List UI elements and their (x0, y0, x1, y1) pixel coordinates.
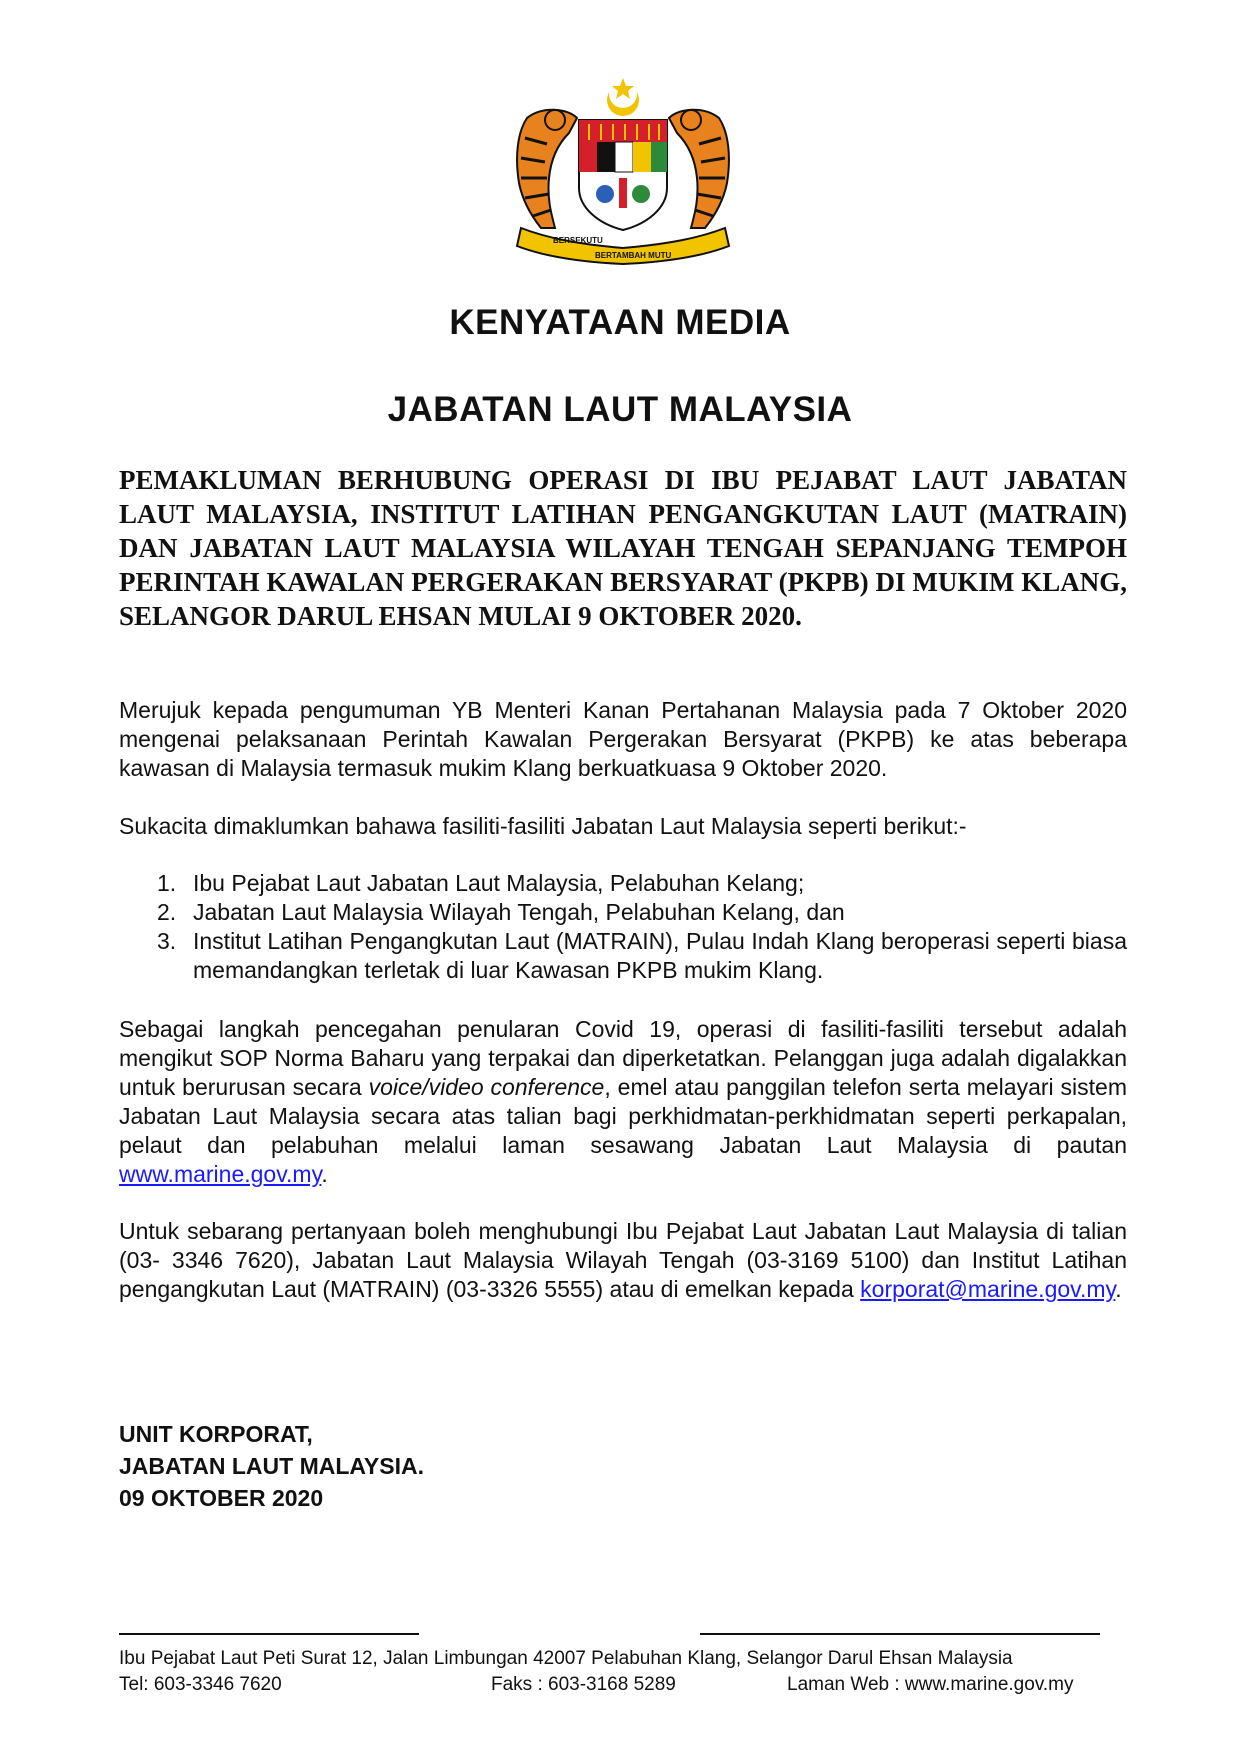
signature-department: JABATAN LAUT MALAYSIA. (119, 1453, 424, 1479)
footer-divider (119, 1633, 419, 1635)
list-text: Jabatan Laut Malaysia Wilayah Tengah, Pelabuhan Kelang, dan (193, 899, 845, 925)
left-tiger-icon (517, 110, 577, 228)
right-tiger-icon (669, 110, 729, 228)
paragraph-3-text: Sebagai langkah pencegahan penularan Covid 19, operasi di fasiliti-fasiliti tersebut adalah mengikut SOP Norma Baharu yang terpakai dan diperketatkan. Pelanggan juga adalah digalakkan untuk berurusan secara (119, 1016, 1127, 1100)
list-number: 1. (157, 870, 177, 896)
paragraph-1: Merujuk kepada pengumuman YB Menteri Kanan Pertahanan Malaysia pada 7 Oktober 2020 mengenai pelaksanaan Perintah Kawalan Pergerakan Bersyarat (PKPB) ke atas beberapa kawasan di Malaysia termasuk mukim Klang berkuatkuasa 9 Oktober 2020. (119, 697, 1127, 781)
list-item (119, 898, 1127, 927)
paragraph-4 (119, 1217, 1127, 1304)
footer-divider (700, 1633, 1100, 1635)
document-title: KENYATAAN MEDIA (449, 303, 791, 342)
crest-motto-left: BERSEKUTU (553, 236, 603, 245)
footer-address: Ibu Pejabat Laut Peti Surat 12, Jalan Limbungan 42007 Pelabuhan Klang, Selangor Darul Ehsan Malaysia (119, 1648, 1013, 1669)
paragraph-3-text-2: , emel atau panggilan telefon serta melayari sistem Jabatan Laut Malaysia secara atas talian bagi perkhidmatan-perkhidmatan seperti perkapalan, pelaut dan pelabuhan melalui laman sesawang Jabatan Laut Malaysia di pautan (119, 1074, 1127, 1158)
website-link[interactable]: www.marine.gov.my (119, 1161, 322, 1187)
signature-unit: UNIT KORPORAT, (119, 1421, 313, 1447)
subject-heading: PEMAKLUMAN BERHUBUNG OPERASI DI IBU PEJABAT LAUT JABATAN LAUT MALAYSIA, INSTITUT LATIHAN PENGANGKUTAN LAUT (MATRAIN) DAN JABATAN LAUT MALAYSIA WILAYAH TENGAH SEPANJANG TEMPOH PERINTAH KAWALAN PERGERAKAN BERSYARAT (PKPB) DI MUKIM KLANG, SELANGOR DARUL EHSAN MULAI 9 OKTOBER 2020. (119, 465, 1127, 631)
list-text: Institut Latihan Pengangkutan Laut (MATRAIN), Pulau Indah Klang beroperasi seperti biasa memandangkan terletak di luar Kawasan PKPB mukim Klang. (193, 928, 1127, 983)
footer-web: Laman Web : www.marine.gov.my (787, 1674, 1074, 1695)
paragraph-3-italic: voice/video conference (368, 1074, 605, 1100)
list-item (119, 869, 1127, 898)
footer-fax: Faks : 603-3168 5289 (491, 1674, 676, 1695)
list-text: Ibu Pejabat Laut Jabatan Laut Malaysia, Pelabuhan Kelang; (193, 870, 805, 896)
facility-list (119, 869, 1127, 985)
paragraph-3 (119, 1015, 1127, 1189)
signature-block (119, 1418, 424, 1514)
list-number: 2. (157, 899, 177, 925)
coat-of-arms-logo (507, 78, 739, 266)
document-subtitle: JABATAN LAUT MALAYSIA (387, 390, 853, 429)
motto-ribbon (517, 228, 729, 264)
signature-date: 09 OKTOBER 2020 (119, 1485, 324, 1511)
paragraph-3-end: . (321, 1161, 328, 1187)
list-number: 3. (157, 928, 177, 954)
paragraph-4-text: Untuk sebarang pertanyaan boleh menghubungi Ibu Pejabat Laut Jabatan Laut Malaysia di talian (03- 3346 7620), Jabatan Laut Malaysia Wilayah Tengah (03-3169 5100) dan Institut Latihan pengangkutan Laut (MATRAIN) (03-3326 5555) atau di emelkan kepada (119, 1218, 1127, 1302)
paragraph-2: Sukacita dimaklumkan bahawa fasiliti-fasiliti Jabatan Laut Malaysia seperti berikut:- (119, 813, 967, 839)
crescent-star-icon (607, 78, 639, 116)
list-item (119, 927, 1127, 985)
footer-tel: Tel: 603-3346 7620 (119, 1674, 282, 1695)
paragraph-4-end: . (1115, 1276, 1122, 1302)
crest-motto-center: BERTAMBAH MUTU (595, 251, 672, 260)
email-link[interactable]: korporat@marine.gov.my (860, 1276, 1116, 1302)
shield-icon (579, 120, 667, 230)
